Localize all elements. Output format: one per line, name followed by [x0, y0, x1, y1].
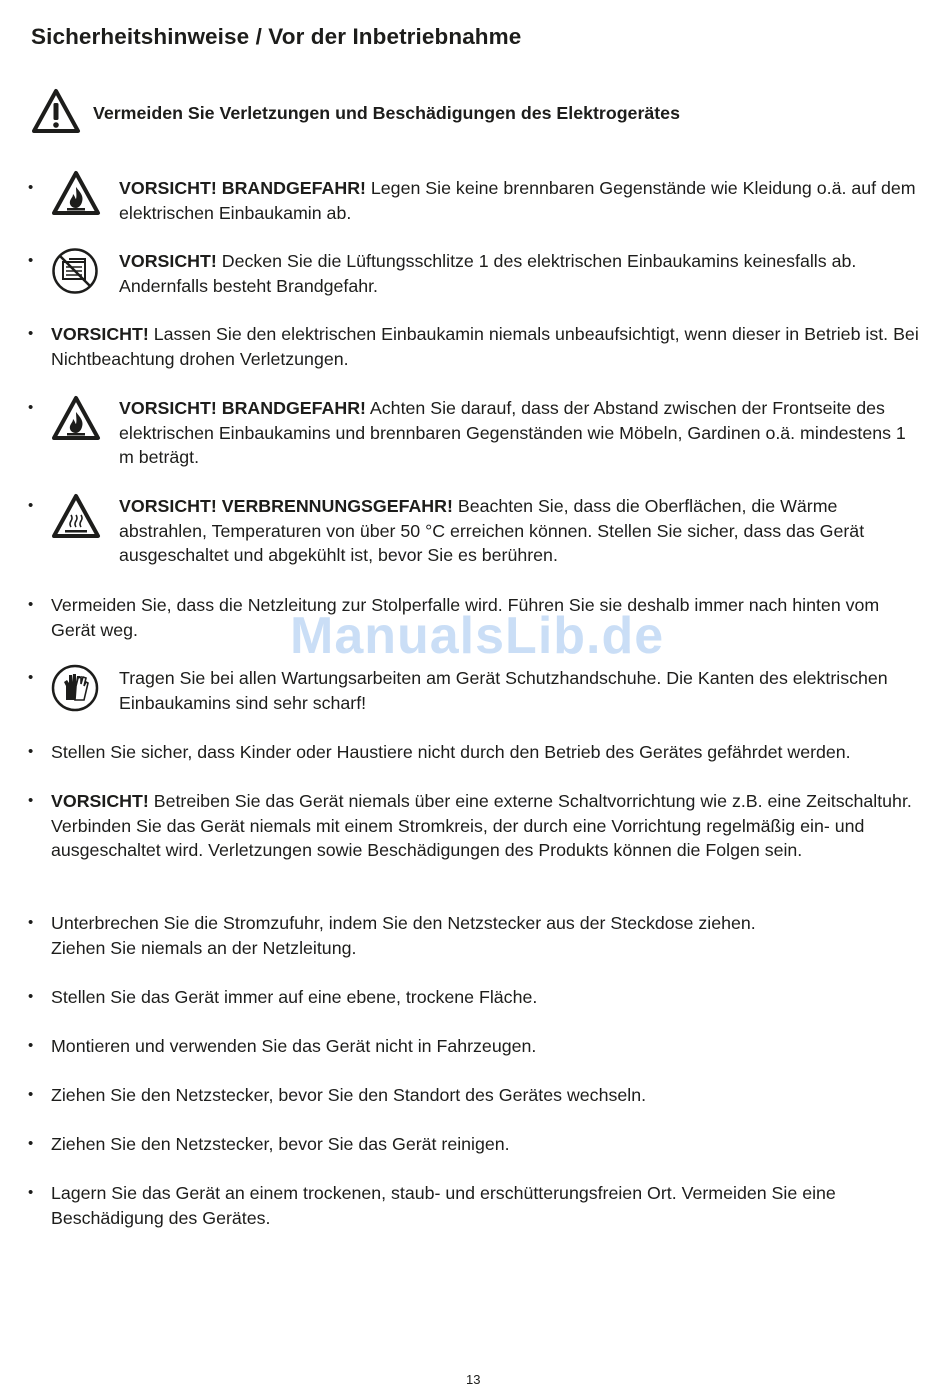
bullet: •	[28, 252, 34, 269]
item-text: Vermeiden Sie, dass die Netzleitung zur Stolperfalle wird. Führen Sie sie deshalb immer nach hinten vom Gerät weg.	[51, 595, 880, 640]
item-text: Ziehen Sie den Netzstecker, bevor Sie das Gerät reinigen.	[51, 1134, 510, 1154]
item-text: VORSICHT! Betreiben Sie das Gerät niemals über eine externe Schaltvorrichtung wie z.B. eine Zeitschaltuhr. Verbinden Sie das Gerät niemals mit einem Stromkreis, der durch eine Vorrichtung regelmäßig ein- und ausgeschaltet wird. Verletzungen sowie Beschädigungen des Produkts können die Folgen sein.	[51, 791, 912, 861]
bullet: •	[28, 179, 34, 196]
bullet: •	[28, 1184, 34, 1201]
item-text: Lagern Sie das Gerät an einem trockenen, staub- und erschütterungsfreien Ort. Vermeiden Sie eine Beschädigung des Gerätes.	[51, 1183, 836, 1228]
bullet: •	[28, 792, 34, 809]
item-text: VORSICHT! Decken Sie die Lüftungsschlitze 1 des elektrischen Einbaukamins keinesfalls ab. Andernfalls besteht Brandgefahr.	[119, 251, 857, 296]
gloves-icon	[51, 664, 99, 712]
item-text: VORSICHT! Lassen Sie den elektrischen Einbaukamin niemals unbeaufsichtigt, wenn dieser in Betrieb ist. Bei Nichtbeachtung drohen Verletzungen.	[51, 324, 919, 369]
item-text: Ziehen Sie den Netzstecker, bevor Sie den Standort des Gerätes wechseln.	[51, 1085, 647, 1105]
item-text: Stellen Sie das Gerät immer auf eine ebene, trockene Fläche.	[51, 987, 538, 1007]
fire-warning-icon	[51, 170, 101, 216]
page-number: 13	[466, 1372, 481, 1387]
watermark: ManualsLib.de	[290, 607, 665, 665]
item-text: Tragen Sie bei allen Wartungsarbeiten am Gerät Schutzhandschuhe. Die Kanten des elektrischen Einbaukamins sind sehr scharf!	[119, 668, 888, 713]
warning-triangle-icon	[31, 88, 81, 134]
bullet: •	[28, 914, 34, 931]
bullet: •	[28, 743, 34, 760]
bullet: •	[28, 399, 34, 416]
item-text: VORSICHT! VERBRENNUNGSGEFAHR! Beachten Sie, dass die Oberflächen, die Wärme abstrahlen, Temperaturen von über 50 °C erreichen können. Stellen Sie sicher, dass das Gerät ausgeschaltet und abgekühlt ist, bevor Sie es berühren.	[119, 496, 865, 566]
item-text: VORSICHT! BRANDGEFAHR! Achten Sie darauf, dass der Abstand zwischen der Frontseite des elektrischen Einbaukamins und brennbaren Gegenständen wie Möbeln, Gardinen o.ä. mindestens 1 m beträgt.	[119, 398, 906, 468]
item-text: VORSICHT! BRANDGEFAHR! Legen Sie keine brennbaren Gegenstände wie Kleidung o.ä. auf dem elektrischen Einbaukamin ab.	[119, 178, 916, 223]
bullet: •	[28, 1086, 34, 1103]
bullet: •	[28, 325, 34, 342]
bullet: •	[28, 497, 34, 514]
intro-text: Vermeiden Sie Verletzungen und Beschädigungen des Elektrogerätes	[93, 103, 680, 123]
page-title: Sicherheitshinweise / Vor der Inbetriebnahme	[31, 24, 522, 49]
do-not-cover-icon	[51, 247, 99, 295]
bullet: •	[28, 596, 34, 613]
bullet: •	[28, 669, 34, 686]
bullet: •	[28, 1135, 34, 1152]
bullet: •	[28, 1037, 34, 1054]
item-text: Unterbrechen Sie die Stromzufuhr, indem Sie den Netzstecker aus der Steckdose ziehen. Ziehen Sie niemals an der Netzleitung.	[51, 913, 756, 958]
intro-warning	[31, 88, 911, 136]
item-text: Montieren und verwenden Sie das Gerät nicht in Fahrzeugen.	[51, 1036, 537, 1056]
bullet: •	[28, 988, 34, 1005]
item-text: Stellen Sie sicher, dass Kinder oder Haustiere nicht durch den Betrieb des Gerätes gefährdet werden.	[51, 742, 851, 762]
